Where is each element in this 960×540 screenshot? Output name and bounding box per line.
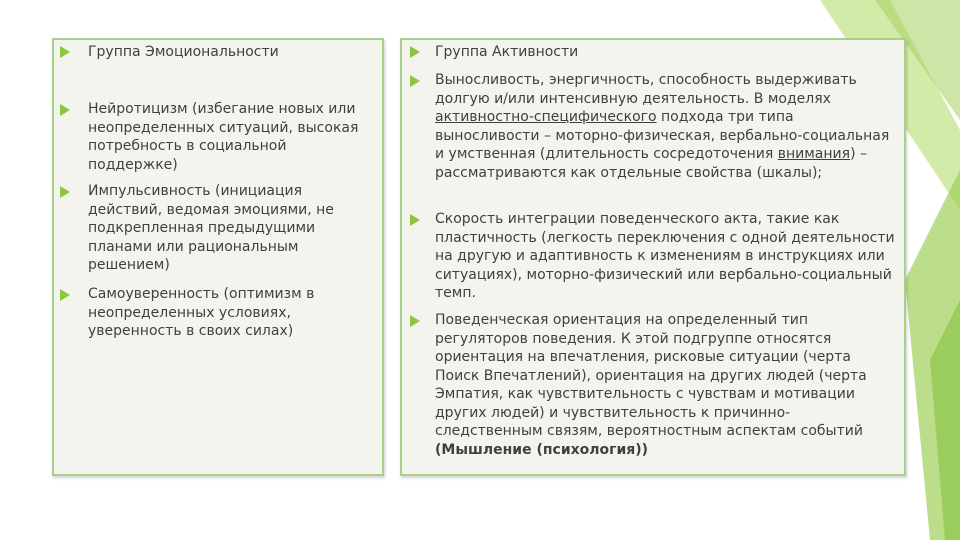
speed-item: Скорость интеграции поведенческого акта, такие как пластичность (легкость переключения с одной деятельности на другую и адаптивность к изменениям в инструкциях или ситуациях), моторно-физический или вербально-социальный темп. xyxy=(435,211,895,301)
endurance-text-1: Выносливость, энергичность, способность выдерживать долгую и/или интенсивную деятельность. В моделях xyxy=(435,72,857,107)
activity-heading: Группа Активности xyxy=(435,44,579,60)
bullet-icon xyxy=(410,315,420,327)
activity-specific-link[interactable]: активностно-специфического xyxy=(435,109,657,125)
bullet-icon xyxy=(60,46,70,58)
self-confidence-item: Самоуверенность (оптимизм в неопределенных условиях, уверенность в своих силах) xyxy=(88,286,315,339)
orientation-text: Поведенческая ориентация на определенный тип регуляторов поведения. К этой подгруппе относятся ориентация на впечатления, рисковые ситуации (черта Поиск Впечатлений), ориентация на других людей (черта Эмпатия, как чувствительность с чувствам и мотивации других людей) и чувствительность к причинно-следственным связям, вероятностным аспектам событий xyxy=(435,312,867,439)
bullet-icon xyxy=(410,46,420,58)
orientation-item xyxy=(435,311,897,459)
emotionality-heading: Группа Эмоциональности xyxy=(88,44,279,60)
bullet-icon xyxy=(60,289,70,301)
endurance-text-2: подхода три типа выносливости – моторно-физическая, вербально-социальная и умственная (длительность сосредоточения xyxy=(435,109,890,162)
impulsivity-item: Импульсивность (инициация действий, ведомая эмоциями, не подкрепленная предыдущими планами или рациональным решением) xyxy=(88,183,334,273)
bullet-icon xyxy=(410,75,420,87)
neuroticism-item: Нейротицизм (избегание новых или неопределенных ситуаций, высокая потребность в социальной поддержке) xyxy=(88,101,359,173)
bullet-icon xyxy=(410,214,420,226)
thinking-psychology-term: (Мышление (психология)) xyxy=(435,441,649,458)
endurance-item xyxy=(435,71,897,182)
bullet-icon xyxy=(60,104,70,116)
endurance-text-3: ) – рассматриваются как отдельные свойства (шкалы); xyxy=(435,146,867,181)
bullet-icon xyxy=(60,186,70,198)
attention-link[interactable]: внимания xyxy=(777,146,851,162)
